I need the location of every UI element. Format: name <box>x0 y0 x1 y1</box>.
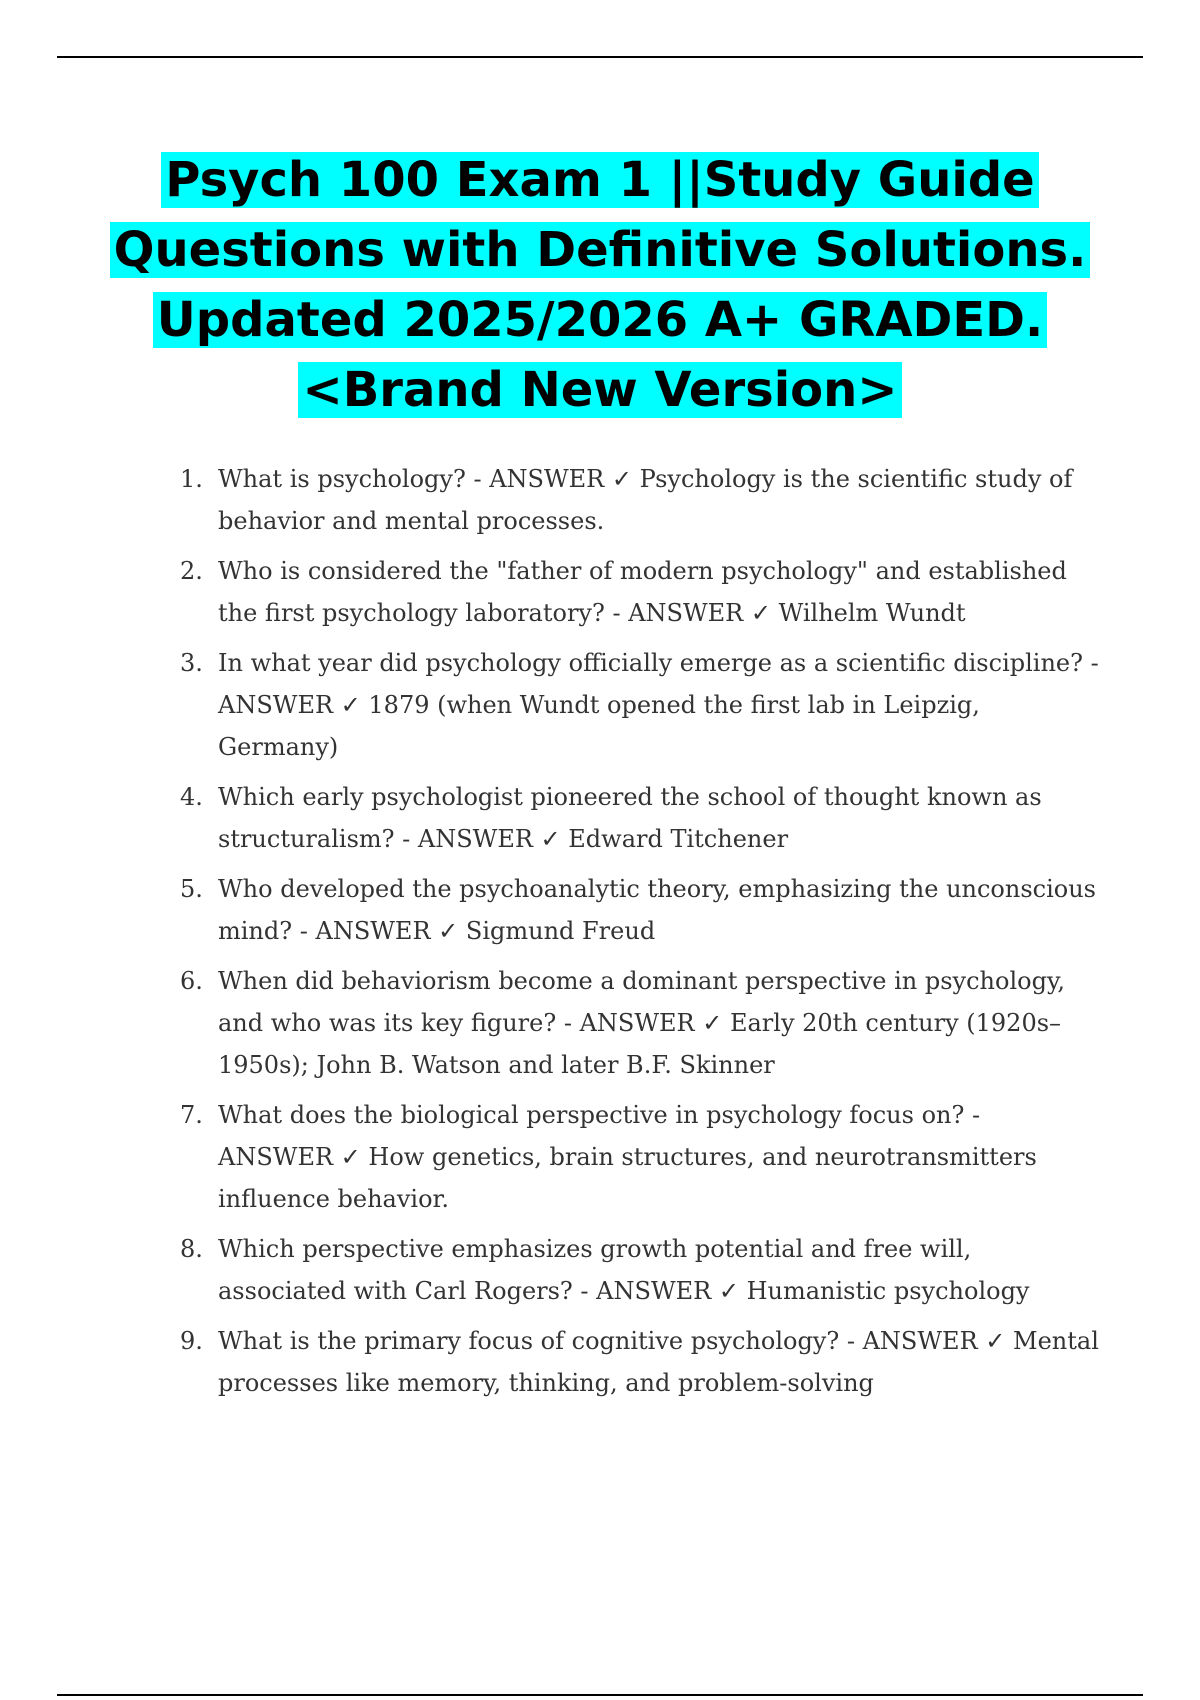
item-text: What is psychology? - ANSWER ✓ Psychology is the scientific study of behavior and mental processes. <box>218 465 1073 535</box>
title-line-3: Updated 2025/2026 A+ GRADED. <box>153 292 1047 348</box>
item-text: What does the biological perspective in psychology focus on? - ANSWER ✓ How genetics, brain structures, and neurotransmitters influence behavior. <box>218 1101 1037 1213</box>
item-number: 2. <box>180 557 203 585</box>
item-number: 8. <box>180 1235 203 1263</box>
list-item <box>180 776 1100 860</box>
question-list <box>180 458 1100 1412</box>
list-item <box>180 550 1100 634</box>
item-number: 7. <box>180 1101 203 1129</box>
list-item <box>180 1228 1100 1312</box>
item-number: 3. <box>180 649 203 677</box>
item-number: 1. <box>180 465 203 493</box>
page-title <box>0 145 1200 425</box>
list-item <box>180 868 1100 952</box>
item-number: 4. <box>180 783 203 811</box>
item-text: Which early psychologist pioneered the school of thought known as structuralism? - ANSWER ✓ Edward Titchener <box>218 783 1042 853</box>
item-text: In what year did psychology officially emerge as a scientific discipline? - ANSWER ✓ 1879 (when Wundt opened the first lab in Leipzig, Germany) <box>218 649 1099 761</box>
item-number: 6. <box>180 967 203 995</box>
item-text: When did behaviorism become a dominant perspective in psychology, and who was its key figure? - ANSWER ✓ Early 20th century (1920s–1950s); John B. Watson and later B.F. Skinner <box>218 967 1065 1079</box>
bottom-rule <box>57 1694 1143 1696</box>
top-rule <box>57 56 1143 58</box>
title-line-1: Psych 100 Exam 1 ||Study Guide <box>161 152 1038 208</box>
list-item <box>180 960 1100 1086</box>
item-number: 9. <box>180 1327 203 1355</box>
list-item <box>180 642 1100 768</box>
list-item <box>180 458 1100 542</box>
item-text: Who developed the psychoanalytic theory, emphasizing the unconscious mind? - ANSWER ✓ Sigmund Freud <box>218 875 1096 945</box>
title-line-2: Questions with Definitive Solutions. <box>110 222 1091 278</box>
item-text: Who is considered the "father of modern psychology" and established the first psychology laboratory? - ANSWER ✓ Wilhelm Wundt <box>218 557 1067 627</box>
item-number: 5. <box>180 875 203 903</box>
title-line-4: <Brand New Version> <box>298 362 901 418</box>
list-item <box>180 1094 1100 1220</box>
list-item <box>180 1320 1100 1404</box>
item-text: What is the primary focus of cognitive psychology? - ANSWER ✓ Mental processes like memory, thinking, and problem-solving <box>218 1327 1099 1397</box>
item-text: Which perspective emphasizes growth potential and free will, associated with Carl Rogers? - ANSWER ✓ Humanistic psychology <box>218 1235 1030 1305</box>
